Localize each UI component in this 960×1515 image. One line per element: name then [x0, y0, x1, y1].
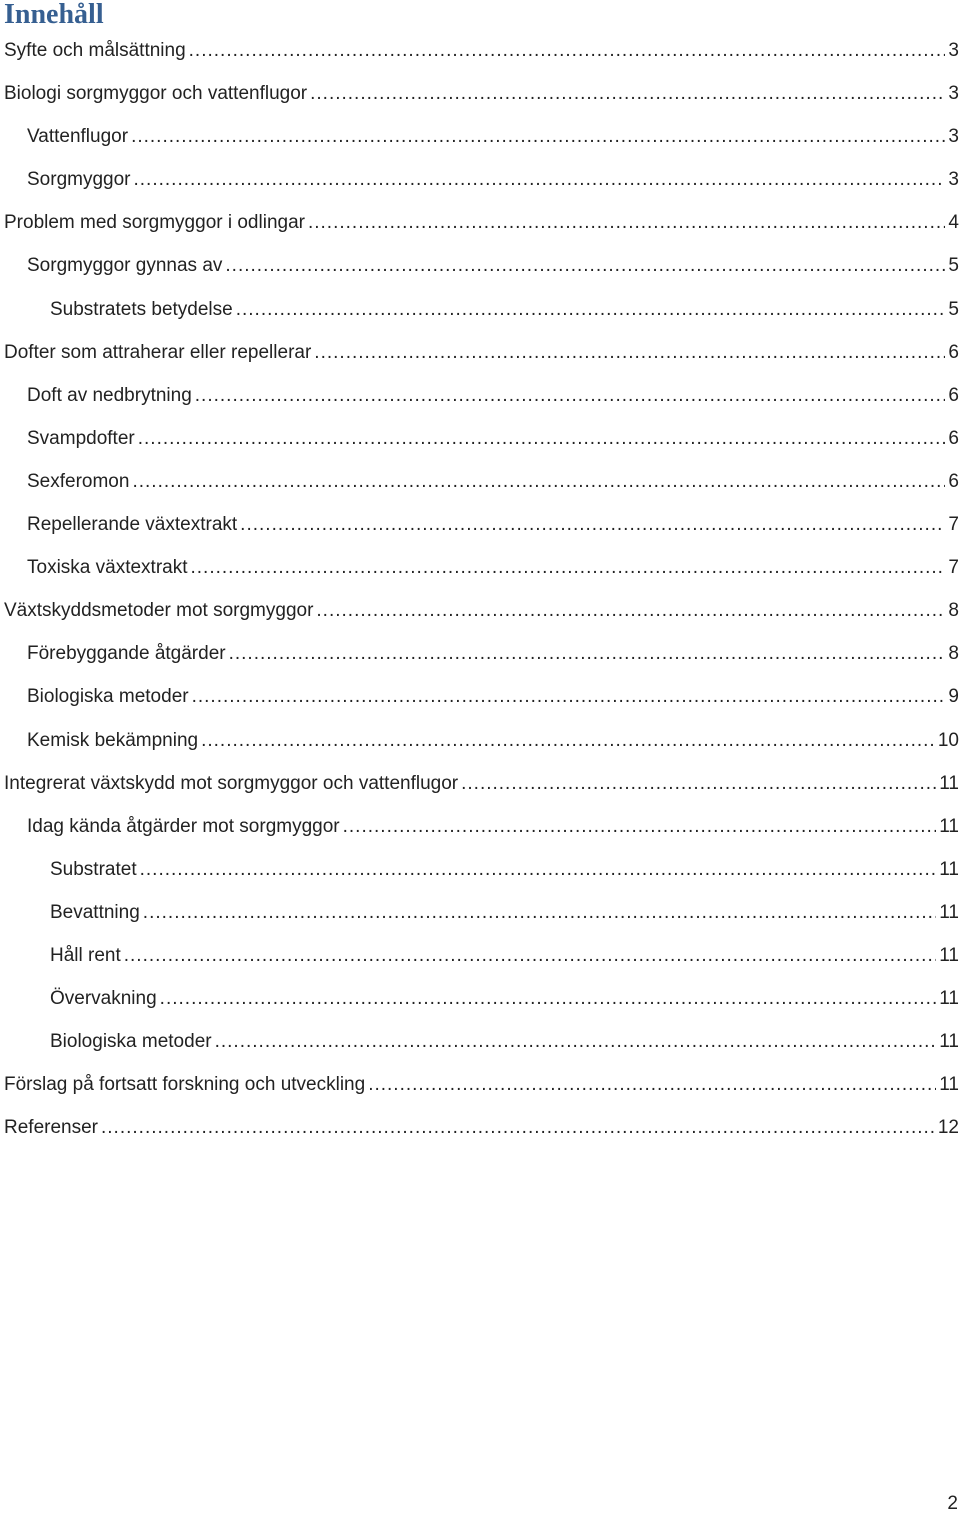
toc-entry[interactable] — [4, 374, 959, 417]
toc-entry-label: Syfte och målsättning — [4, 40, 186, 61]
toc-dot-leader — [195, 374, 946, 417]
toc-dot-leader — [215, 1020, 937, 1063]
toc-entry-page: 7 — [948, 514, 959, 536]
toc-entry-label: Dofter som attraherar eller repellerar — [4, 341, 312, 363]
toc-entry[interactable] — [4, 977, 959, 1020]
toc-entry[interactable] — [4, 675, 959, 718]
toc-entry-label: Vattenflugor — [27, 126, 129, 148]
toc-entry-label: Kemisk bekämpning — [27, 729, 199, 751]
toc-entry[interactable] — [4, 1020, 959, 1063]
toc-entry-label: Sorgmyggor gynnas av — [27, 255, 223, 277]
toc-entry-label: Biologi sorgmyggor och vattenflugor — [4, 83, 308, 105]
toc-entry[interactable] — [4, 417, 959, 460]
toc-dot-leader — [131, 115, 945, 158]
toc-dot-leader — [132, 460, 945, 503]
toc-entry-label: Sorgmyggor — [27, 169, 131, 191]
toc-entry[interactable] — [4, 201, 959, 244]
toc-entry-label: Referenser — [4, 1117, 98, 1139]
toc-entry[interactable] — [4, 29, 959, 72]
toc-entry-page: 3 — [948, 126, 959, 148]
toc-entry[interactable] — [4, 1106, 959, 1149]
toc-entry-label: Idag kända åtgärder mot sorgmyggor — [27, 815, 340, 837]
toc-entry[interactable] — [4, 244, 959, 287]
toc-entry-label: Toxiska växtextrakt — [27, 557, 188, 579]
toc-entry[interactable] — [4, 632, 959, 675]
toc-dot-leader — [343, 805, 937, 848]
toc-entry-page: 7 — [948, 557, 959, 579]
toc-entry[interactable] — [4, 158, 959, 201]
toc-entry[interactable] — [4, 115, 959, 158]
toc-entry-page: 11 — [939, 944, 959, 966]
toc-entry-page: 11 — [939, 815, 959, 837]
toc-dot-leader — [316, 589, 945, 632]
toc-entry[interactable] — [4, 1063, 959, 1106]
toc-entry-label: Repellerande växtextrakt — [27, 514, 238, 536]
toc-entry-label: Problem med sorgmyggor i odlingar — [4, 212, 305, 234]
table-of-contents — [4, 29, 959, 1149]
toc-entry-page: 3 — [948, 169, 959, 191]
toc-dot-leader — [192, 675, 946, 718]
toc-dot-leader — [310, 72, 945, 115]
toc-entry-page: 9 — [948, 686, 959, 708]
toc-entry[interactable] — [4, 934, 959, 977]
toc-entry-label: Håll rent — [50, 944, 121, 966]
toc-entry-label: Biologiska metoder — [27, 686, 189, 708]
toc-entry-page: 11 — [939, 901, 959, 923]
toc-entry[interactable] — [4, 848, 959, 891]
toc-entry[interactable] — [4, 719, 959, 762]
toc-dot-leader — [124, 934, 937, 977]
toc-entry-label: Biologiska metoder — [50, 1031, 212, 1053]
page-number: 2 — [947, 1493, 958, 1514]
toc-entry-label: Integrerat växtskydd mot sorgmyggor och vattenflugor — [4, 772, 459, 794]
toc-dot-leader — [236, 288, 946, 331]
toc-entry-page: 11 — [939, 858, 959, 880]
toc-entry[interactable] — [4, 331, 959, 374]
toc-dot-leader — [314, 331, 945, 374]
toc-entry-label: Svampdofter — [27, 427, 135, 449]
toc-entry[interactable] — [4, 72, 959, 115]
toc-entry-label: Förslag på fortsatt forskning och utveckling — [4, 1074, 366, 1096]
toc-entry-label: Bevattning — [50, 901, 140, 923]
toc-entry-page: 11 — [939, 1031, 959, 1053]
toc-dot-leader — [368, 1063, 936, 1106]
toc-entry-label: Övervakning — [50, 988, 157, 1010]
toc-entry-page: 11 — [939, 1074, 959, 1096]
page-title: Innehåll — [4, 0, 104, 30]
toc-entry-page: 6 — [948, 384, 959, 406]
toc-entry[interactable] — [4, 546, 959, 589]
toc-entry-page: 4 — [948, 212, 959, 234]
toc-entry-page: 6 — [948, 341, 959, 363]
toc-entry-label: Förebyggande åtgärder — [27, 643, 226, 665]
toc-entry[interactable] — [4, 762, 959, 805]
toc-entry-page: 8 — [948, 600, 959, 622]
toc-dot-leader — [240, 503, 945, 546]
toc-entry-label: Substratet — [50, 858, 137, 880]
toc-entry-label: Sexferomon — [27, 470, 130, 492]
toc-dot-leader — [308, 201, 945, 244]
toc-dot-leader — [134, 158, 946, 201]
toc-entry-page: 3 — [948, 83, 959, 105]
toc-entry-label: Doft av nedbrytning — [27, 384, 192, 406]
toc-dot-leader — [143, 891, 936, 934]
toc-dot-leader — [189, 29, 946, 72]
toc-dot-leader — [191, 546, 946, 589]
toc-entry[interactable] — [4, 460, 959, 503]
toc-entry[interactable] — [4, 288, 959, 331]
toc-dot-leader — [461, 762, 936, 805]
toc-dot-leader — [201, 719, 935, 762]
toc-entry-page: 11 — [939, 772, 959, 794]
toc-entry-page: 3 — [948, 40, 959, 61]
toc-entry[interactable] — [4, 589, 959, 632]
toc-dot-leader — [138, 417, 946, 460]
toc-entry[interactable] — [4, 805, 959, 848]
toc-dot-leader — [101, 1106, 935, 1149]
toc-entry-page: 10 — [937, 729, 959, 751]
toc-entry[interactable] — [4, 503, 959, 546]
toc-dot-leader — [229, 632, 946, 675]
toc-entry-label: Substratets betydelse — [50, 298, 233, 320]
toc-entry-page: 6 — [948, 427, 959, 449]
toc-entry-page: 8 — [948, 643, 959, 665]
toc-entry-page: 12 — [937, 1117, 959, 1139]
toc-entry-page: 5 — [948, 255, 959, 277]
toc-entry-page: 6 — [948, 470, 959, 492]
toc-dot-leader — [160, 977, 937, 1020]
toc-entry-label: Växtskyddsmetoder mot sorgmyggor — [4, 600, 314, 622]
toc-entry-page: 11 — [939, 988, 959, 1010]
toc-dot-leader — [225, 244, 945, 287]
toc-entry[interactable] — [4, 891, 959, 934]
toc-entry-page: 5 — [948, 298, 959, 320]
toc-dot-leader — [140, 848, 937, 891]
